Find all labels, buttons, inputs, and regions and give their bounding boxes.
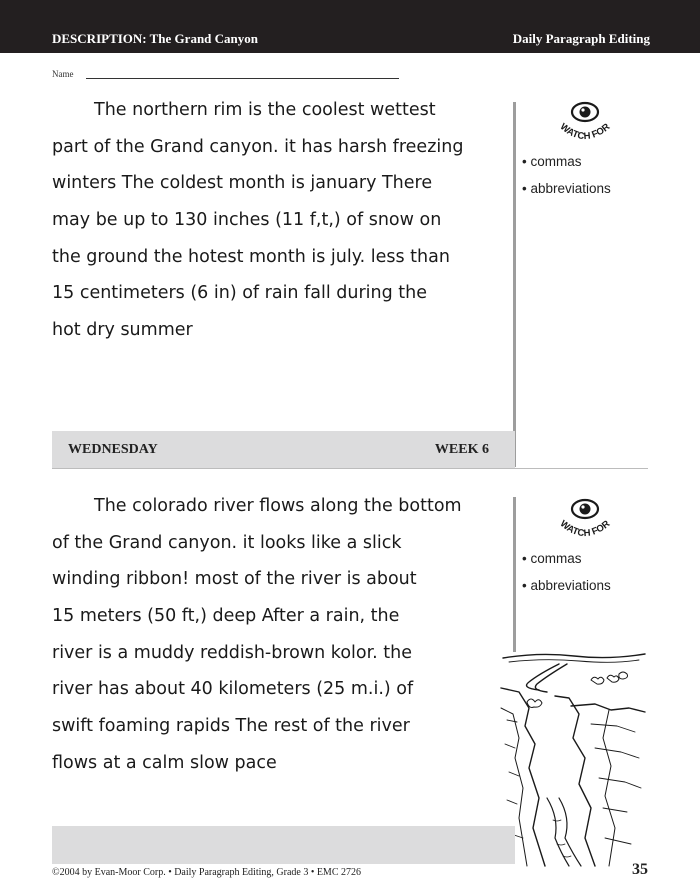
paragraph-line: winding ribbon! most of the river is about	[52, 569, 417, 590]
day-bar	[52, 431, 515, 469]
paragraph-line: river has about 40 kilometers (25 m.i.) of	[52, 679, 414, 700]
paragraph-line: of the Grand canyon. it looks like a slick	[52, 532, 402, 553]
paragraph-line: part of the Grand canyon. it has harsh freezing	[52, 136, 464, 157]
paragraph-line: the ground the hotest month is july. less than	[52, 246, 450, 267]
paragraph-line: may be up to 130 inches (11 f,t,) of snow on	[52, 210, 442, 231]
paragraph-line: The colorado river flows along the bottom	[94, 496, 462, 516]
section-divider	[52, 468, 648, 469]
watch-for-list	[522, 152, 611, 206]
paragraph-line: hot dry summer	[52, 320, 193, 341]
watch-for-item: • abbreviations	[522, 578, 611, 593]
day-label: WEDNESDAY	[68, 442, 158, 457]
bottom-bar	[52, 826, 515, 864]
name-label: Name	[52, 69, 74, 79]
watch-for-box	[522, 100, 652, 210]
header-bar	[0, 0, 700, 53]
worksheet-title: DESCRIPTION: The Grand Canyon	[52, 31, 259, 46]
paragraph-line: swift foaming rapids The rest of the river	[52, 716, 410, 737]
paragraph-line: 15 meters (50 ft,) deep After a rain, the	[52, 606, 400, 627]
watch-for-list	[522, 549, 611, 603]
book-title: Daily Paragraph Editing	[512, 31, 650, 46]
watch-for-box	[522, 497, 652, 607]
column-divider	[513, 102, 516, 467]
paragraph-line: river is a muddy reddish-brown kolor. the	[52, 642, 413, 663]
paragraph-line: 15 centimeters (6 in) of rain fall during the	[52, 283, 427, 304]
column-divider	[513, 497, 516, 652]
watch-for-item: • abbreviations	[522, 181, 611, 196]
copyright-footer: ©2004 by Evan-Moor Corp. • Daily Paragraph Editing, Grade 3 • EMC 2726	[52, 867, 361, 878]
svg-text:WATCH FOR: WATCH FOR	[557, 121, 613, 143]
watch-for-item: • commas	[522, 154, 582, 169]
paragraph-1	[52, 92, 507, 349]
paragraph-2	[52, 488, 507, 782]
paragraph-line: flows at a calm slow pace	[52, 752, 277, 773]
paragraph-line: winters The coldest month is january There	[52, 173, 433, 194]
watch-for-item: • commas	[522, 551, 582, 566]
paragraph-line: The northern rim is the coolest wettest	[94, 100, 436, 120]
grand-canyon-illustration	[499, 648, 649, 868]
watch-for-label	[550, 511, 620, 545]
watch-for-label	[550, 114, 620, 148]
week-label: WEEK 6	[434, 442, 489, 457]
svg-text:WATCH FOR: WATCH FOR	[557, 518, 613, 540]
page-number: 35	[632, 861, 648, 878]
name-field-line[interactable]	[86, 78, 399, 79]
